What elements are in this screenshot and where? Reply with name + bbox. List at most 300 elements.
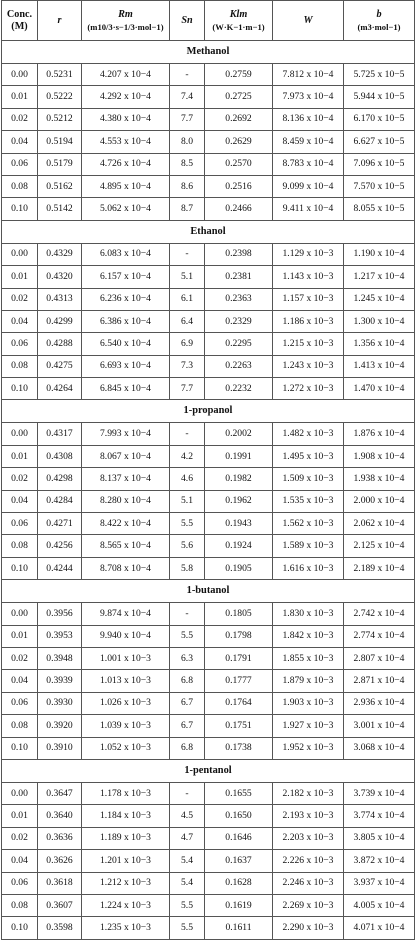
- cell-b: 1.470 x 10−4: [344, 378, 415, 400]
- cell-conc: 0.02: [2, 288, 38, 310]
- cell-conc: 0.10: [2, 917, 38, 939]
- cell-b: 2.742 x 10−4: [344, 603, 415, 625]
- cell-conc: 0.10: [2, 557, 38, 579]
- cell-conc: 0.01: [2, 445, 38, 467]
- cell-conc: 0.08: [2, 535, 38, 557]
- cell-rm: 6.693 x 10−4: [82, 355, 170, 377]
- cell-w: 7.812 x 10−4: [273, 64, 344, 86]
- data-table: [1, 0, 415, 940]
- cell-b: 6.627 x 10−5: [344, 131, 415, 153]
- cell-w: 1.272 x 10−3: [273, 378, 344, 400]
- table-row: [2, 872, 415, 894]
- cell-sn: 5.5: [170, 917, 205, 939]
- cell-w: 1.842 x 10−3: [273, 625, 344, 647]
- cell-w: 7.973 x 10−4: [273, 86, 344, 108]
- cell-conc: 0.04: [2, 850, 38, 872]
- table-row: [2, 827, 415, 849]
- table-row: [2, 625, 415, 647]
- cell-r: 0.3953: [38, 625, 82, 647]
- cell-w: 1.855 x 10−3: [273, 647, 344, 669]
- table-row: [2, 670, 415, 692]
- table-row: [2, 692, 415, 714]
- cell-rm: 1.224 x 10−3: [82, 894, 170, 916]
- cell-r: 0.4317: [38, 423, 82, 445]
- cell-sn: 4.6: [170, 468, 205, 490]
- header-r: r: [38, 1, 82, 41]
- cell-rm: 1.039 x 10−3: [82, 715, 170, 737]
- cell-b: 3.774 x 10−4: [344, 805, 415, 827]
- cell-rm: 6.386 x 10−4: [82, 310, 170, 332]
- cell-rm: 1.201 x 10−3: [82, 850, 170, 872]
- cell-sn: 7.7: [170, 378, 205, 400]
- cell-w: 1.482 x 10−3: [273, 423, 344, 445]
- cell-r: 0.4275: [38, 355, 82, 377]
- cell-b: 4.071 x 10−4: [344, 917, 415, 939]
- cell-sn: 5.5: [170, 625, 205, 647]
- cell-klm: 0.2516: [205, 175, 273, 197]
- cell-conc: 0.06: [2, 692, 38, 714]
- cell-rm: 1.184 x 10−3: [82, 805, 170, 827]
- cell-sn: 7.4: [170, 86, 205, 108]
- cell-w: 9.099 x 10−4: [273, 175, 344, 197]
- section-title: Methanol: [2, 41, 415, 64]
- cell-klm: 0.1655: [205, 782, 273, 804]
- cell-conc: 0.08: [2, 894, 38, 916]
- cell-r: 0.3910: [38, 737, 82, 759]
- cell-rm: 9.874 x 10−4: [82, 603, 170, 625]
- header-b: b (m3·mol−1): [344, 1, 415, 41]
- cell-r: 0.5162: [38, 175, 82, 197]
- cell-w: 1.243 x 10−3: [273, 355, 344, 377]
- cell-r: 0.3636: [38, 827, 82, 849]
- cell-r: 0.5231: [38, 64, 82, 86]
- table-row: [2, 850, 415, 872]
- section-title: 1-propanol: [2, 400, 415, 423]
- cell-conc: 0.06: [2, 333, 38, 355]
- cell-klm: 0.1791: [205, 647, 273, 669]
- cell-w: 1.589 x 10−3: [273, 535, 344, 557]
- table-row: [2, 535, 415, 557]
- cell-r: 0.3939: [38, 670, 82, 692]
- table-row: [2, 894, 415, 916]
- cell-r: 0.4308: [38, 445, 82, 467]
- cell-rm: 9.940 x 10−4: [82, 625, 170, 647]
- cell-rm: 1.212 x 10−3: [82, 872, 170, 894]
- table-row: [2, 737, 415, 759]
- cell-conc: 0.02: [2, 827, 38, 849]
- cell-klm: 0.1805: [205, 603, 273, 625]
- cell-conc: 0.08: [2, 355, 38, 377]
- cell-b: 7.570 x 10−5: [344, 175, 415, 197]
- cell-conc: 0.08: [2, 175, 38, 197]
- cell-rm: 4.207 x 10−4: [82, 64, 170, 86]
- cell-r: 0.3920: [38, 715, 82, 737]
- cell-b: 4.005 x 10−4: [344, 894, 415, 916]
- table-row: [2, 445, 415, 467]
- cell-w: 1.927 x 10−3: [273, 715, 344, 737]
- cell-klm: 0.1982: [205, 468, 273, 490]
- cell-rm: 4.380 x 10−4: [82, 108, 170, 130]
- table-row: [2, 805, 415, 827]
- cell-b: 1.245 x 10−4: [344, 288, 415, 310]
- table-row: [2, 378, 415, 400]
- cell-conc: 0.00: [2, 603, 38, 625]
- cell-w: 2.193 x 10−3: [273, 805, 344, 827]
- cell-klm: 0.2466: [205, 198, 273, 220]
- table-row: [2, 782, 415, 804]
- cell-rm: 7.993 x 10−4: [82, 423, 170, 445]
- cell-sn: 6.9: [170, 333, 205, 355]
- cell-sn: 6.4: [170, 310, 205, 332]
- table-row: [2, 333, 415, 355]
- cell-sn: 8.6: [170, 175, 205, 197]
- cell-conc: 0.06: [2, 513, 38, 535]
- cell-r: 0.3956: [38, 603, 82, 625]
- cell-klm: 0.2263: [205, 355, 273, 377]
- cell-w: 1.129 x 10−3: [273, 243, 344, 265]
- cell-conc: 0.02: [2, 468, 38, 490]
- cell-w: 2.203 x 10−3: [273, 827, 344, 849]
- header-w: W: [273, 1, 344, 41]
- table-row: [2, 715, 415, 737]
- cell-sn: 5.4: [170, 872, 205, 894]
- cell-rm: 1.052 x 10−3: [82, 737, 170, 759]
- cell-rm: 6.083 x 10−4: [82, 243, 170, 265]
- cell-rm: 6.157 x 10−4: [82, 266, 170, 288]
- cell-klm: 0.1798: [205, 625, 273, 647]
- cell-w: 1.535 x 10−3: [273, 490, 344, 512]
- cell-r: 0.4264: [38, 378, 82, 400]
- cell-sn: 5.5: [170, 513, 205, 535]
- table-row: [2, 423, 415, 445]
- cell-conc: 0.02: [2, 108, 38, 130]
- table-row: [2, 557, 415, 579]
- cell-sn: 5.1: [170, 490, 205, 512]
- cell-r: 0.4271: [38, 513, 82, 535]
- cell-b: 5.725 x 10−5: [344, 64, 415, 86]
- cell-sn: 6.7: [170, 715, 205, 737]
- table-row: [2, 647, 415, 669]
- header-row: [2, 1, 415, 41]
- cell-b: 2.062 x 10−4: [344, 513, 415, 535]
- cell-w: 1.616 x 10−3: [273, 557, 344, 579]
- cell-w: 2.269 x 10−3: [273, 894, 344, 916]
- cell-klm: 0.2232: [205, 378, 273, 400]
- cell-sn: 6.3: [170, 647, 205, 669]
- cell-w: 8.783 x 10−4: [273, 153, 344, 175]
- cell-sn: 4.7: [170, 827, 205, 849]
- cell-w: 1.495 x 10−3: [273, 445, 344, 467]
- cell-b: 1.190 x 10−4: [344, 243, 415, 265]
- cell-sn: 8.5: [170, 153, 205, 175]
- cell-conc: 0.10: [2, 737, 38, 759]
- cell-b: 2.871 x 10−4: [344, 670, 415, 692]
- header-klm: Klm (W·K−1·m−1): [205, 1, 273, 41]
- cell-conc: 0.04: [2, 490, 38, 512]
- cell-klm: 0.2363: [205, 288, 273, 310]
- cell-b: 2.000 x 10−4: [344, 490, 415, 512]
- cell-sn: 4.2: [170, 445, 205, 467]
- cell-conc: 0.00: [2, 423, 38, 445]
- cell-w: 1.562 x 10−3: [273, 513, 344, 535]
- cell-sn: 5.6: [170, 535, 205, 557]
- cell-r: 0.3647: [38, 782, 82, 804]
- cell-conc: 0.01: [2, 86, 38, 108]
- table-row: [2, 131, 415, 153]
- table-row: [2, 243, 415, 265]
- cell-sn: 8.0: [170, 131, 205, 153]
- cell-w: 1.952 x 10−3: [273, 737, 344, 759]
- cell-klm: 0.2570: [205, 153, 273, 175]
- cell-klm: 0.1943: [205, 513, 273, 535]
- cell-r: 0.3607: [38, 894, 82, 916]
- cell-rm: 1.178 x 10−3: [82, 782, 170, 804]
- cell-klm: 0.2725: [205, 86, 273, 108]
- cell-b: 1.938 x 10−4: [344, 468, 415, 490]
- section-header-row: [2, 759, 415, 782]
- cell-sn: 5.8: [170, 557, 205, 579]
- table-row: [2, 64, 415, 86]
- cell-rm: 1.026 x 10−3: [82, 692, 170, 714]
- cell-r: 0.3598: [38, 917, 82, 939]
- cell-w: 1.215 x 10−3: [273, 333, 344, 355]
- cell-rm: 5.062 x 10−4: [82, 198, 170, 220]
- cell-b: 2.936 x 10−4: [344, 692, 415, 714]
- table-row: [2, 603, 415, 625]
- cell-r: 0.3618: [38, 872, 82, 894]
- cell-klm: 0.1991: [205, 445, 273, 467]
- cell-r: 0.5142: [38, 198, 82, 220]
- cell-w: 1.157 x 10−3: [273, 288, 344, 310]
- table-row: [2, 917, 415, 939]
- cell-b: 3.937 x 10−4: [344, 872, 415, 894]
- cell-w: 1.903 x 10−3: [273, 692, 344, 714]
- table-row: [2, 355, 415, 377]
- cell-r: 0.3948: [38, 647, 82, 669]
- cell-rm: 4.553 x 10−4: [82, 131, 170, 153]
- cell-klm: 0.1751: [205, 715, 273, 737]
- cell-rm: 4.292 x 10−4: [82, 86, 170, 108]
- table-row: [2, 266, 415, 288]
- cell-rm: 4.895 x 10−4: [82, 175, 170, 197]
- cell-sn: -: [170, 423, 205, 445]
- cell-r: 0.4298: [38, 468, 82, 490]
- cell-sn: 5.1: [170, 266, 205, 288]
- cell-w: 8.459 x 10−4: [273, 131, 344, 153]
- cell-rm: 1.235 x 10−3: [82, 917, 170, 939]
- cell-klm: 0.2398: [205, 243, 273, 265]
- cell-klm: 0.2692: [205, 108, 273, 130]
- cell-rm: 1.013 x 10−3: [82, 670, 170, 692]
- cell-r: 0.4313: [38, 288, 82, 310]
- cell-sn: 5.4: [170, 850, 205, 872]
- section-header-row: [2, 400, 415, 423]
- cell-b: 1.300 x 10−4: [344, 310, 415, 332]
- cell-b: 2.774 x 10−4: [344, 625, 415, 647]
- cell-rm: 8.280 x 10−4: [82, 490, 170, 512]
- cell-sn: -: [170, 243, 205, 265]
- cell-conc: 0.00: [2, 243, 38, 265]
- cell-sn: 6.1: [170, 288, 205, 310]
- cell-conc: 0.04: [2, 670, 38, 692]
- section-header-row: [2, 41, 415, 64]
- cell-b: 1.217 x 10−4: [344, 266, 415, 288]
- cell-b: 2.807 x 10−4: [344, 647, 415, 669]
- cell-klm: 0.1650: [205, 805, 273, 827]
- cell-r: 0.4288: [38, 333, 82, 355]
- cell-rm: 8.708 x 10−4: [82, 557, 170, 579]
- cell-conc: 0.10: [2, 378, 38, 400]
- cell-klm: 0.2329: [205, 310, 273, 332]
- cell-sn: 5.5: [170, 894, 205, 916]
- cell-r: 0.3626: [38, 850, 82, 872]
- cell-klm: 0.1637: [205, 850, 273, 872]
- cell-klm: 0.1905: [205, 557, 273, 579]
- cell-b: 1.413 x 10−4: [344, 355, 415, 377]
- cell-r: 0.3930: [38, 692, 82, 714]
- table-row: [2, 310, 415, 332]
- cell-w: 2.246 x 10−3: [273, 872, 344, 894]
- cell-r: 0.5194: [38, 131, 82, 153]
- cell-klm: 0.1738: [205, 737, 273, 759]
- cell-conc: 0.00: [2, 64, 38, 86]
- cell-r: 0.4320: [38, 266, 82, 288]
- cell-sn: 7.3: [170, 355, 205, 377]
- cell-b: 5.944 x 10−5: [344, 86, 415, 108]
- header-conc: Conc. (M): [2, 1, 38, 41]
- table-row: [2, 288, 415, 310]
- table-row: [2, 153, 415, 175]
- table-body: [2, 41, 415, 940]
- cell-klm: 0.2002: [205, 423, 273, 445]
- cell-rm: 6.540 x 10−4: [82, 333, 170, 355]
- cell-klm: 0.1962: [205, 490, 273, 512]
- cell-sn: 8.7: [170, 198, 205, 220]
- cell-klm: 0.1924: [205, 535, 273, 557]
- cell-conc: 0.01: [2, 805, 38, 827]
- cell-r: 0.3640: [38, 805, 82, 827]
- cell-w: 8.136 x 10−4: [273, 108, 344, 130]
- cell-conc: 0.04: [2, 310, 38, 332]
- cell-rm: 1.001 x 10−3: [82, 647, 170, 669]
- cell-klm: 0.2629: [205, 131, 273, 153]
- cell-klm: 0.1777: [205, 670, 273, 692]
- cell-conc: 0.04: [2, 131, 38, 153]
- cell-b: 2.125 x 10−4: [344, 535, 415, 557]
- cell-r: 0.5212: [38, 108, 82, 130]
- cell-rm: 1.189 x 10−3: [82, 827, 170, 849]
- cell-rm: 8.067 x 10−4: [82, 445, 170, 467]
- cell-w: 1.186 x 10−3: [273, 310, 344, 332]
- cell-klm: 0.1764: [205, 692, 273, 714]
- table-row: [2, 175, 415, 197]
- cell-sn: 7.7: [170, 108, 205, 130]
- table-row: [2, 108, 415, 130]
- cell-w: 2.226 x 10−3: [273, 850, 344, 872]
- cell-sn: 6.8: [170, 737, 205, 759]
- cell-b: 1.876 x 10−4: [344, 423, 415, 445]
- cell-conc: 0.02: [2, 647, 38, 669]
- cell-conc: 0.01: [2, 266, 38, 288]
- cell-b: 6.170 x 10−5: [344, 108, 415, 130]
- cell-w: 1.509 x 10−3: [273, 468, 344, 490]
- header-rm: Rm (m10/3·s−1/3·mol−1): [82, 1, 170, 41]
- cell-conc: 0.10: [2, 198, 38, 220]
- header-sn: Sn: [170, 1, 205, 41]
- table-row: [2, 86, 415, 108]
- cell-rm: 8.137 x 10−4: [82, 468, 170, 490]
- cell-b: 2.189 x 10−4: [344, 557, 415, 579]
- cell-klm: 0.1611: [205, 917, 273, 939]
- table-row: [2, 198, 415, 220]
- cell-w: 1.879 x 10−3: [273, 670, 344, 692]
- cell-w: 2.182 x 10−3: [273, 782, 344, 804]
- cell-b: 3.805 x 10−4: [344, 827, 415, 849]
- section-title: 1-butanol: [2, 580, 415, 603]
- cell-rm: 8.422 x 10−4: [82, 513, 170, 535]
- section-title: Ethanol: [2, 220, 415, 243]
- cell-r: 0.4256: [38, 535, 82, 557]
- table-row: [2, 513, 415, 535]
- cell-b: 1.356 x 10−4: [344, 333, 415, 355]
- cell-r: 0.5179: [38, 153, 82, 175]
- table-row: [2, 468, 415, 490]
- cell-rm: 8.565 x 10−4: [82, 535, 170, 557]
- cell-sn: -: [170, 64, 205, 86]
- cell-sn: -: [170, 603, 205, 625]
- cell-klm: 0.2759: [205, 64, 273, 86]
- cell-r: 0.4284: [38, 490, 82, 512]
- cell-sn: 6.8: [170, 670, 205, 692]
- cell-klm: 0.1628: [205, 872, 273, 894]
- cell-conc: 0.00: [2, 782, 38, 804]
- table-header: [2, 1, 415, 41]
- cell-conc: 0.06: [2, 872, 38, 894]
- cell-b: 3.872 x 10−4: [344, 850, 415, 872]
- cell-conc: 0.06: [2, 153, 38, 175]
- cell-klm: 0.1646: [205, 827, 273, 849]
- cell-b: 8.055 x 10−5: [344, 198, 415, 220]
- cell-klm: 0.2295: [205, 333, 273, 355]
- cell-b: 7.096 x 10−5: [344, 153, 415, 175]
- cell-conc: 0.08: [2, 715, 38, 737]
- section-header-row: [2, 220, 415, 243]
- cell-sn: -: [170, 782, 205, 804]
- cell-conc: 0.01: [2, 625, 38, 647]
- cell-w: 1.143 x 10−3: [273, 266, 344, 288]
- cell-w: 9.411 x 10−4: [273, 198, 344, 220]
- cell-b: 3.739 x 10−4: [344, 782, 415, 804]
- cell-rm: 6.236 x 10−4: [82, 288, 170, 310]
- cell-rm: 4.726 x 10−4: [82, 153, 170, 175]
- cell-rm: 6.845 x 10−4: [82, 378, 170, 400]
- cell-r: 0.4244: [38, 557, 82, 579]
- cell-sn: 6.7: [170, 692, 205, 714]
- table-row: [2, 490, 415, 512]
- cell-sn: 4.5: [170, 805, 205, 827]
- cell-r: 0.5222: [38, 86, 82, 108]
- cell-b: 1.908 x 10−4: [344, 445, 415, 467]
- cell-klm: 0.2381: [205, 266, 273, 288]
- cell-klm: 0.1619: [205, 894, 273, 916]
- cell-b: 3.001 x 10−4: [344, 715, 415, 737]
- section-title: 1-pentanol: [2, 759, 415, 782]
- cell-r: 0.4299: [38, 310, 82, 332]
- cell-w: 2.290 x 10−3: [273, 917, 344, 939]
- cell-w: 1.830 x 10−3: [273, 603, 344, 625]
- cell-r: 0.4329: [38, 243, 82, 265]
- cell-b: 3.068 x 10−4: [344, 737, 415, 759]
